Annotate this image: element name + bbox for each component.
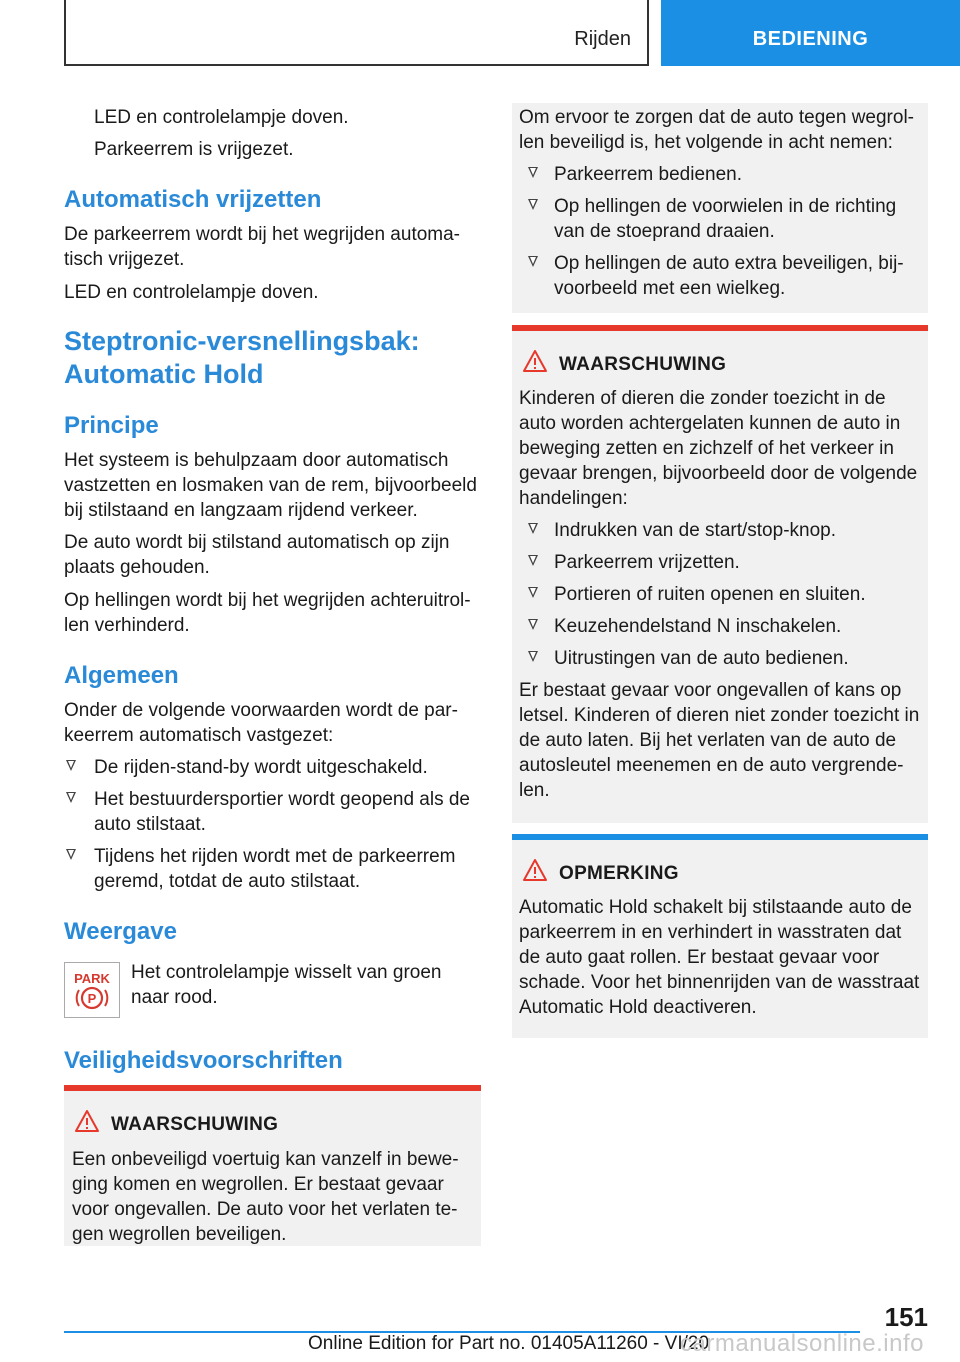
park-letter: P <box>87 991 97 1006</box>
warning-line: Er bestaat gevaar voor ongevallen of kans op <box>519 680 902 701</box>
warning-line: gevaar brengen, bijvoorbeeld door de volgende <box>519 463 918 484</box>
principe-line: Het systeem is behulpzaam door automatisch <box>64 450 449 471</box>
principe-line: Op hellingen wordt bij het wegrijden achteruitrol‐ <box>64 590 471 611</box>
header-section-title: Rijden <box>574 28 631 50</box>
continued-line: Om ervoor te zorgen dat de auto tegen wegrol‐ <box>519 107 915 128</box>
list-item <box>528 550 918 575</box>
page-number: 151 <box>884 1302 928 1332</box>
list-item-text: Parkeerrem vrijzetten. <box>554 552 740 573</box>
warning-line: voor ongevallen. De auto voor het verlaten te‐ <box>72 1199 458 1220</box>
edition-text: Online Edition for Part no. 01405A11260 - VI/20 <box>308 1333 710 1354</box>
list-item <box>528 162 918 187</box>
bullet-triangle-icon <box>66 760 76 771</box>
header-section-box <box>64 0 649 66</box>
note-line: Automatic Hold deactiveren. <box>519 997 757 1018</box>
list-item-text: geremd, totdat de auto stilstaat. <box>94 871 361 892</box>
bullet-triangle-icon <box>528 587 538 598</box>
header-chapter-tab <box>661 0 960 66</box>
list-item <box>528 194 918 244</box>
auto-paragraph-line: LED en controlelampje doven. <box>64 282 319 303</box>
list-item-text: Indrukken van de start/stop-knop. <box>554 520 836 541</box>
park-brake-lamp-icon <box>64 962 120 1018</box>
intro-line-1: LED en controlelampje doven. <box>94 107 349 128</box>
heading-weergave: Weergave <box>64 918 177 945</box>
warning-triangle-icon <box>74 1109 100 1133</box>
heading-algemeen: Algemeen <box>64 662 179 689</box>
auto-paragraph-line: De parkeerrem wordt bij het wegrijden automa‐ <box>64 224 461 245</box>
warning-triangle-icon <box>522 349 548 373</box>
list-item <box>66 755 486 780</box>
principe-line: len verhinderd. <box>64 615 190 636</box>
warning-line: ging komen en wegrollen. Er bestaat gevaar <box>72 1174 444 1195</box>
weergave-line: naar rood. <box>131 987 218 1008</box>
list-item-text: Keuzehendelstand N inschakelen. <box>554 616 842 637</box>
algemeen-line: Onder de volgende voorwaarden wordt de par‐ <box>64 700 458 721</box>
warning-line: letsel. Kinderen of dieren niet zonder toezicht in <box>519 705 920 726</box>
note-line: schade. Voor het binnenrijden van de wasstraat <box>519 972 920 993</box>
bullet-triangle-icon <box>528 619 538 630</box>
list-item-text: voorbeeld met een wielkeg. <box>554 278 786 299</box>
warning-line: autosleutel meenemen en de auto vergrende‐ <box>519 755 904 776</box>
warning-line: Een onbeveiligd voertuig kan vanzelf in bewe‐ <box>72 1149 459 1170</box>
principe-line: De auto wordt bij stilstand automatisch op zijn <box>64 532 450 553</box>
main-heading-line-2: Automatic Hold <box>64 359 264 389</box>
auto-paragraph-line: tisch vrijgezet. <box>64 249 185 270</box>
list-item-text: Portieren of ruiten openen en sluiten. <box>554 584 866 605</box>
park-label: PARK <box>74 971 110 986</box>
heading-veiligheidsvoorschriften: Veiligheidsvoorschriften <box>64 1047 343 1074</box>
list-item-text: De rijden-stand-by wordt uitgeschakeld. <box>94 757 428 778</box>
header-chapter-title: BEDIENING <box>752 28 869 50</box>
park-brake-symbol <box>65 963 119 1017</box>
list-item <box>528 518 918 543</box>
algemeen-line: keerrem automatisch vastgezet: <box>64 725 334 746</box>
bullet-triangle-icon <box>528 167 538 178</box>
warning-box <box>512 331 928 823</box>
continued-line: len beveiligd is, het volgende in acht nemen: <box>519 132 893 153</box>
warning-line: beweging zetten en zichzelf of het verkeer in <box>519 438 894 459</box>
warning-title: WAARSCHUWING <box>559 354 727 375</box>
warning-line: Kinderen of dieren die zonder toezicht in de <box>519 388 886 409</box>
continued-warning-box <box>512 103 928 313</box>
principe-line: bij stilstaand en langzaam rijdend verkeer. <box>64 500 418 521</box>
list-item-text: Op hellingen de voorwielen in de richting <box>554 196 897 217</box>
list-item <box>528 614 918 639</box>
note-title: OPMERKING <box>559 863 679 884</box>
bullet-triangle-icon <box>528 199 538 210</box>
list-item-text: Tijdens het rijden wordt met de parkeerrem <box>94 846 456 867</box>
list-item <box>66 844 486 894</box>
list-item <box>66 787 486 837</box>
list-item-text: Uitrustingen van de auto bedienen. <box>554 648 849 669</box>
principe-line: vastzetten en losmaken van de rem, bijvoorbeeld <box>64 475 477 496</box>
intro-line-2: Parkeerrem is vrijgezet. <box>94 139 294 160</box>
list-item-text: Parkeerrem bedienen. <box>554 164 742 185</box>
list-item <box>528 582 918 607</box>
list-item-text: Het bestuurdersportier wordt geopend als de <box>94 789 471 810</box>
heading-automatisch-vrijzetten: Automatisch vrijzetten <box>64 186 322 213</box>
watermark: carmanualsonline.info <box>680 1330 924 1357</box>
heading-principe: Principe <box>64 412 159 439</box>
warning-title: WAARSCHUWING <box>111 1114 279 1135</box>
warning-line: len. <box>519 780 550 801</box>
bullet-triangle-icon <box>528 651 538 662</box>
bullet-triangle-icon <box>66 849 76 860</box>
bullet-triangle-icon <box>528 555 538 566</box>
list-item <box>528 646 918 671</box>
bullet-triangle-icon <box>528 523 538 534</box>
list-item-text: van de stoeprand draaien. <box>554 221 775 242</box>
note-line: parkeerrem in en verhindert in wasstraten dat <box>519 922 902 943</box>
warning-line: auto worden achtergelaten kunnen de auto in <box>519 413 901 434</box>
principe-line: plaats gehouden. <box>64 557 210 578</box>
note-line: Automatic Hold schakelt bij stilstaande auto de <box>519 897 912 918</box>
weergave-line: Het controlelampje wisselt van groen <box>131 962 442 983</box>
note-line: de auto gaat rollen. Er bestaat gevaar voor <box>519 947 880 968</box>
bullet-triangle-icon <box>66 792 76 803</box>
bullet-triangle-icon <box>528 256 538 267</box>
list-item-text: auto stilstaat. <box>94 814 206 835</box>
main-heading-line-1: Steptronic-versnellingsbak: <box>64 326 420 356</box>
warning-box <box>64 1091 481 1246</box>
note-triangle-icon <box>522 858 548 882</box>
warning-line: handelingen: <box>519 488 628 509</box>
warning-line: de auto laten. Bij het verlaten van de auto de <box>519 730 897 751</box>
note-box <box>512 840 928 1038</box>
list-item-text: Op hellingen de auto extra beveiligen, bij‐ <box>554 253 904 274</box>
list-item <box>528 251 918 301</box>
warning-line: gen wegrollen beveiligen. <box>72 1224 287 1245</box>
